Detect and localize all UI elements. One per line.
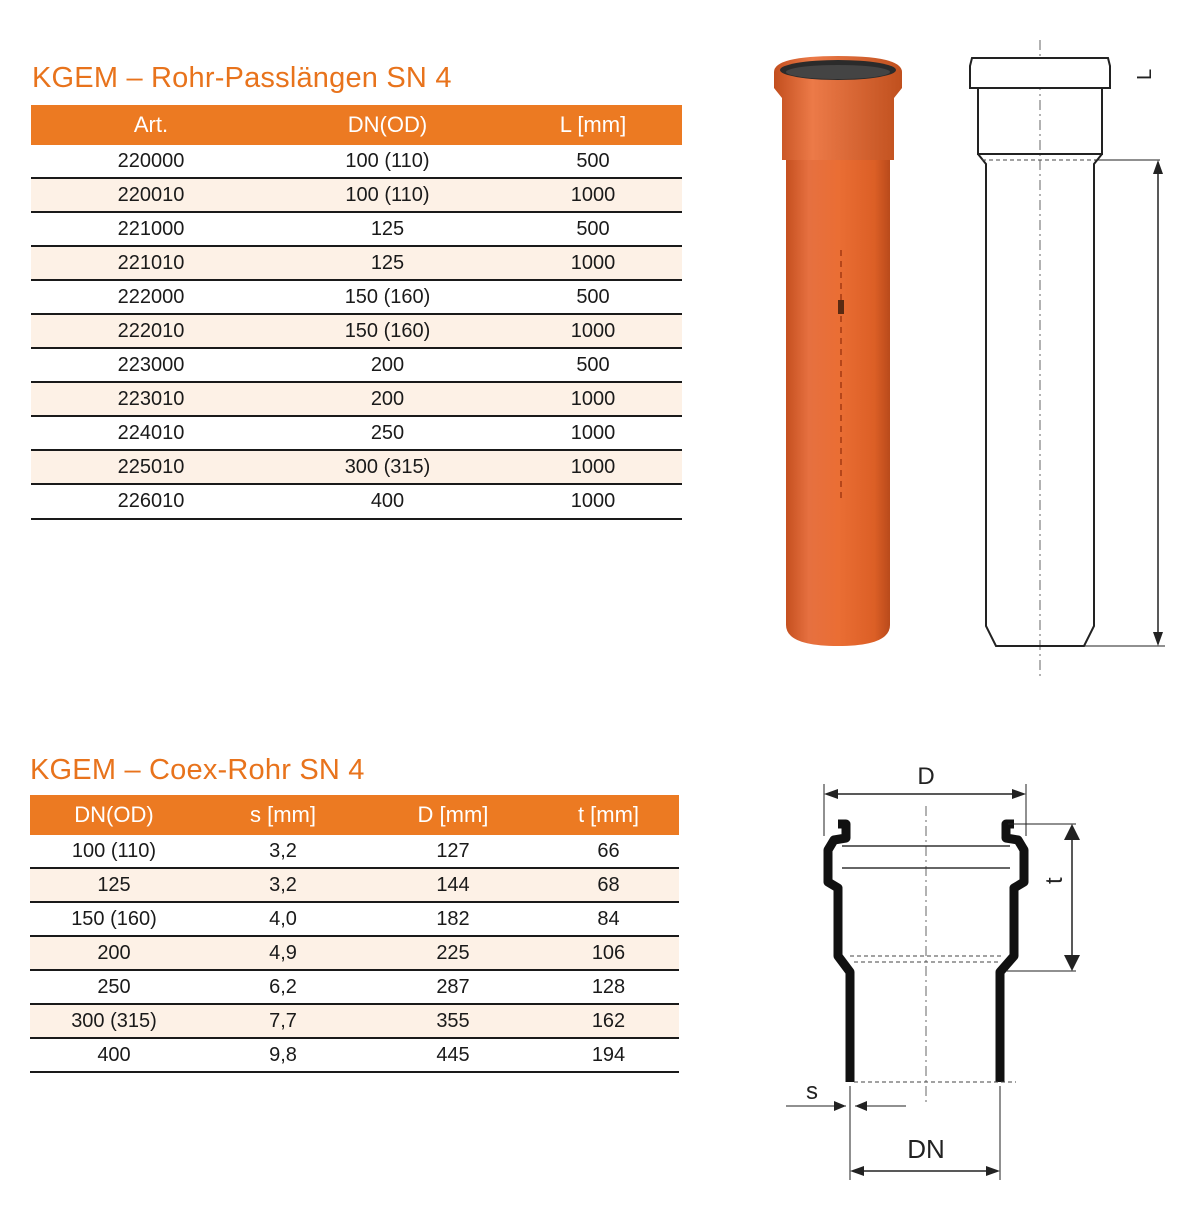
table-cell: 287: [368, 970, 538, 1004]
table-cell: 66: [538, 835, 679, 868]
table-cell: 7,7: [198, 1004, 368, 1038]
table-cell: 3,2: [198, 835, 368, 868]
table-row: [30, 970, 679, 1004]
table-cell: 400: [271, 484, 504, 519]
d-label: D: [917, 763, 935, 790]
table-row: [31, 348, 682, 382]
pipe-drawing: [960, 36, 1175, 686]
table-cell: 220000: [31, 145, 271, 178]
table-cell: 194: [538, 1038, 679, 1072]
table-cell: 220010: [31, 178, 271, 212]
table1-title: KGEM – Rohr-Passlängen SN 4: [32, 62, 452, 94]
table-cell: 1000: [504, 178, 682, 212]
table-cell: 226010: [31, 484, 271, 519]
table-cell: 150 (160): [271, 280, 504, 314]
table2-header-3: t [mm]: [538, 795, 679, 835]
table-row: [30, 902, 679, 936]
table-cell: 1000: [504, 416, 682, 450]
table-cell: 6,2: [198, 970, 368, 1004]
table-row: [30, 1038, 679, 1072]
table-row: [31, 314, 682, 348]
pipe-photo: [768, 50, 908, 650]
table-cell: 1000: [504, 450, 682, 484]
table-cell: 150 (160): [30, 902, 198, 936]
right-wall: [1000, 824, 1024, 1082]
pipe-body: [786, 160, 890, 646]
table-cell: 221010: [31, 246, 271, 280]
coex-pipe-table: [30, 795, 679, 1073]
table-row: [31, 280, 682, 314]
table-cell: 500: [504, 348, 682, 382]
table-cell: 100 (110): [30, 835, 198, 868]
table-row: [31, 246, 682, 280]
table-cell: 1000: [504, 314, 682, 348]
table1-header-0: Art.: [31, 105, 271, 145]
s-label: s: [806, 1078, 818, 1105]
table-cell: 1000: [504, 382, 682, 416]
table1-header-row: [31, 105, 682, 145]
table-cell: 221000: [31, 212, 271, 246]
table-cell: 200: [271, 382, 504, 416]
table-cell: 250: [271, 416, 504, 450]
table-cell: 200: [271, 348, 504, 382]
table-row: [31, 382, 682, 416]
table-cell: 162: [538, 1004, 679, 1038]
table-cell: 222000: [31, 280, 271, 314]
table-cell: 100 (110): [271, 178, 504, 212]
table-cell: 182: [368, 902, 538, 936]
table-row: [31, 178, 682, 212]
left-wall: [828, 824, 850, 1082]
table2-title: KGEM – Coex-Rohr SN 4: [30, 754, 365, 786]
table-cell: 150 (160): [271, 314, 504, 348]
table-cell: 200: [30, 936, 198, 970]
table-cell: 4,0: [198, 902, 368, 936]
table-cell: 127: [368, 835, 538, 868]
table-cell: 128: [538, 970, 679, 1004]
table1-header-2: L [mm]: [504, 105, 682, 145]
table-cell: 250: [30, 970, 198, 1004]
table-row: [30, 868, 679, 902]
table-row: [31, 484, 682, 519]
table-cell: 223010: [31, 382, 271, 416]
table-cell: 223000: [31, 348, 271, 382]
table2-header-2: D [mm]: [368, 795, 538, 835]
table-cell: 1000: [504, 484, 682, 519]
table-row: [30, 936, 679, 970]
table-cell: 355: [368, 1004, 538, 1038]
table-cell: 100 (110): [271, 145, 504, 178]
table-cell: 1000: [504, 246, 682, 280]
table-cell: 445: [368, 1038, 538, 1072]
table-cell: 3,2: [198, 868, 368, 902]
table-row: [31, 416, 682, 450]
table-row: [31, 145, 682, 178]
table-cell: 224010: [31, 416, 271, 450]
table2-header-1: s [mm]: [198, 795, 368, 835]
table-cell: 68: [538, 868, 679, 902]
table-cell: 500: [504, 280, 682, 314]
table-cell: 300 (315): [271, 450, 504, 484]
table1-header-1: DN(OD): [271, 105, 504, 145]
table-cell: 144: [368, 868, 538, 902]
table-cell: 9,8: [198, 1038, 368, 1072]
table2-header-0: DN(OD): [30, 795, 198, 835]
table-row: [31, 450, 682, 484]
table-cell: 225010: [31, 450, 271, 484]
table-cell: 106: [538, 936, 679, 970]
t-label: t: [1041, 877, 1068, 884]
length-label: L: [1134, 68, 1156, 80]
table-cell: 300 (315): [30, 1004, 198, 1038]
table-cell: 4,9: [198, 936, 368, 970]
table-cell: 500: [504, 212, 682, 246]
socket-rim: [970, 58, 1110, 88]
table-row: [30, 835, 679, 868]
dn-label: DN: [907, 1134, 945, 1164]
socket-drawing: [776, 756, 1096, 1206]
table-row: [30, 1004, 679, 1038]
table-cell: 125: [30, 868, 198, 902]
table-cell: 84: [538, 902, 679, 936]
table-cell: 125: [271, 212, 504, 246]
table-row: [31, 212, 682, 246]
table-cell: 225: [368, 936, 538, 970]
table-cell: 400: [30, 1038, 198, 1072]
fit-lengths-table: [31, 105, 682, 520]
table-cell: 500: [504, 145, 682, 178]
table2-header-row: [30, 795, 679, 835]
table-cell: 222010: [31, 314, 271, 348]
table-cell: 125: [271, 246, 504, 280]
